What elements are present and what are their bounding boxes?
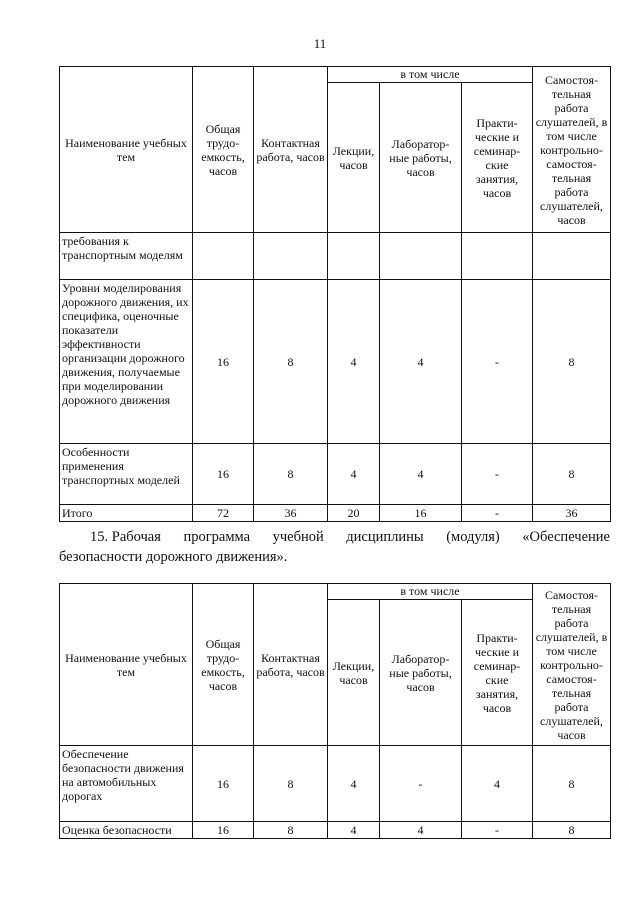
row-self-study — [533, 233, 611, 280]
row-lectures: 4 — [328, 746, 380, 822]
section-heading — [59, 527, 610, 567]
curriculum-table-2 — [59, 583, 611, 839]
row-contact: 8 — [254, 822, 328, 839]
header-labs: Лаборатор-ные работы, часов — [380, 83, 462, 233]
heading-word: (модуля) — [446, 529, 500, 545]
row-labs: 4 — [380, 280, 462, 444]
header-self-study: Самостоя-тельная работа слушателей, в том числе контрольно-самостоя-тельная работа слушателей, часов — [533, 67, 611, 233]
row-practice: 4 — [462, 746, 533, 822]
table-row — [60, 233, 611, 280]
page-number: 11 — [313, 36, 327, 51]
section-heading-line-1 — [59, 527, 610, 547]
row-total: 16 — [193, 746, 254, 822]
row-practice: - — [462, 505, 533, 522]
row-topic: Уровни моделирования дорожного движения, их специфика, оценочные показатели эффективности организации дорожного движения, получаемые при моделировании дорожного движения — [60, 280, 193, 444]
row-total — [193, 233, 254, 280]
row-labs: 16 — [380, 505, 462, 522]
table-row — [60, 280, 611, 444]
row-self-study: 8 — [533, 746, 611, 822]
row-contact: 8 — [254, 280, 328, 444]
heading-word: «Обеспечение — [522, 529, 610, 545]
row-total: 16 — [193, 280, 254, 444]
row-self-study: 36 — [533, 505, 611, 522]
curriculum-table-1 — [59, 66, 611, 522]
header-lectures: Лекции, часов — [328, 83, 380, 233]
header-contact-hours: Контактная работа, часов — [254, 67, 328, 233]
row-lectures: 20 — [328, 505, 380, 522]
row-lectures: 4 — [328, 444, 380, 505]
header-topic: Наименование учебных тем — [60, 584, 193, 746]
row-self-study: 8 — [533, 822, 611, 839]
row-contact: 36 — [254, 505, 328, 522]
header-practice: Практи-ческие и семинар-ские занятия, часов — [462, 83, 533, 233]
row-labs: 4 — [380, 822, 462, 839]
row-total: 16 — [193, 822, 254, 839]
header-lectures: Лекции, часов — [328, 600, 380, 746]
heading-word: учебной — [272, 529, 324, 545]
row-practice: - — [462, 822, 533, 839]
row-topic: требования к транспортным моделям — [60, 233, 193, 280]
header-self-study: Самостоя-тельная работа слушателей, в том числе контрольно-самостоя-тельная работа слушателей, часов — [533, 584, 611, 746]
row-labs — [380, 233, 462, 280]
header-including: в том числе — [328, 584, 533, 600]
table-row — [60, 444, 611, 505]
row-labs: - — [380, 746, 462, 822]
header-total-hours: Общая трудо-емкость, часов — [193, 67, 254, 233]
row-topic: Особенности применения транспортных моделей — [60, 444, 193, 505]
row-topic: Итого — [60, 505, 193, 522]
header-total-hours: Общая трудо-емкость, часов — [193, 584, 254, 746]
row-total: 16 — [193, 444, 254, 505]
table-row — [60, 822, 611, 839]
header-including: в том числе — [328, 67, 533, 83]
header-practice: Практи-ческие и семинар-ские занятия, часов — [462, 600, 533, 746]
row-self-study: 8 — [533, 444, 611, 505]
header-labs: Лаборатор-ные работы, часов — [380, 600, 462, 746]
row-topic: Обеспечение безопасности движения на автомобильных дорогах — [60, 746, 193, 822]
row-practice — [462, 233, 533, 280]
table-row-total — [60, 505, 611, 522]
row-practice: - — [462, 444, 533, 505]
row-contact — [254, 233, 328, 280]
heading-word: дисциплины — [346, 529, 424, 545]
row-contact: 8 — [254, 746, 328, 822]
heading-word: 15. Рабочая — [90, 529, 161, 545]
header-topic: Наименование учебных тем — [60, 67, 193, 233]
row-lectures — [328, 233, 380, 280]
row-self-study: 8 — [533, 280, 611, 444]
heading-word: программа — [183, 529, 251, 545]
header-contact-hours: Контактная работа, часов — [254, 584, 328, 746]
row-topic: Оценка безопасности — [60, 822, 193, 839]
table-row — [60, 746, 611, 822]
row-labs: 4 — [380, 444, 462, 505]
row-contact: 8 — [254, 444, 328, 505]
section-heading-line-2: безопасности дорожного движения». — [59, 549, 288, 565]
row-lectures: 4 — [328, 280, 380, 444]
row-practice: - — [462, 280, 533, 444]
row-total: 72 — [193, 505, 254, 522]
row-lectures: 4 — [328, 822, 380, 839]
